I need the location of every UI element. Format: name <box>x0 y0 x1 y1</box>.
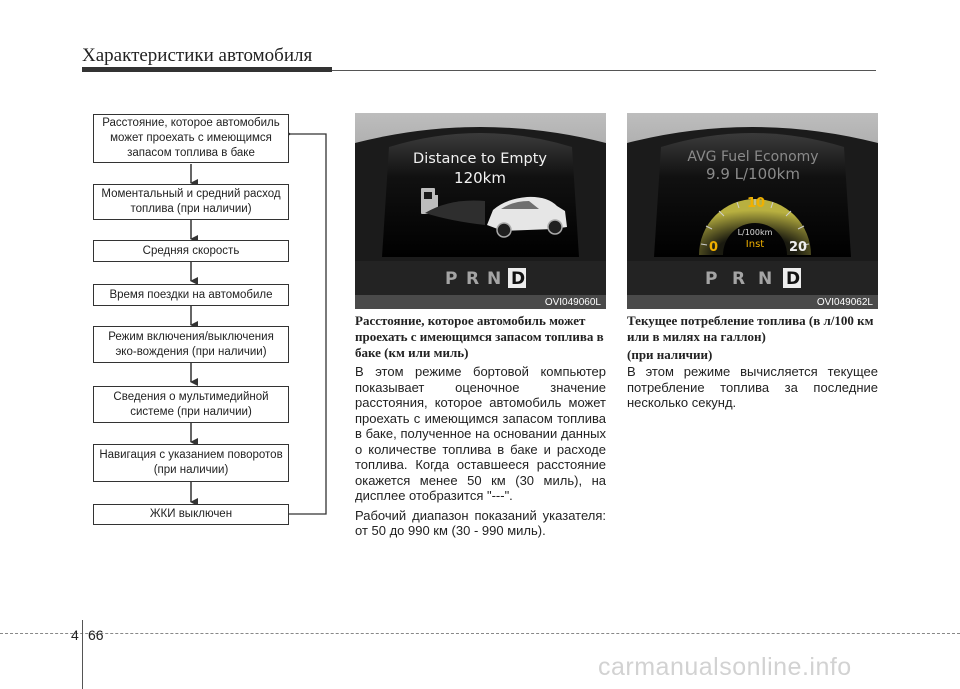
gear-d-selected: D <box>511 269 526 289</box>
section-fuel-consumption-body <box>627 364 878 415</box>
distance-to-empty-title: Distance to Empty <box>413 151 547 167</box>
gear-n: N <box>758 269 773 289</box>
watermark: carmanualsonline.info <box>598 653 852 681</box>
distance-to-empty-value: 120km <box>454 169 506 187</box>
flow-box-multimedia: Сведения о мультимедийной системе (при наличии) <box>93 386 289 423</box>
distance-to-empty-display-image <box>355 113 606 309</box>
gear-p: P <box>705 269 718 289</box>
gauge-unit: L/100km <box>737 228 773 237</box>
flow-box-fuel-consumption: Моментальный и средний расход топлива (при наличии) <box>93 184 289 220</box>
gear-r: R <box>466 269 480 289</box>
image-code-2: OVI049062L <box>816 297 873 308</box>
gear-r: R <box>732 269 746 289</box>
section-distance-to-empty-paragraph-2: Рабочий диапазон показаний указателя: от 50 до 990 км (30 - 990 миль). <box>355 507 606 538</box>
section-fuel-consumption-title: Текущее потребление топлива (в л/100 км или в милях на галлон) <box>627 313 874 344</box>
flow-box-driving-time: Время поездки на автомобиле <box>93 284 289 306</box>
gauge-mode: Inst <box>745 239 765 250</box>
flow-box-lcd-off: ЖКИ выключен <box>93 504 289 525</box>
gauge-value-0: 0 <box>709 240 719 255</box>
section-distance-to-empty-paragraph-1: В этом режиме бортовой компьютер показывает оценочное значение расстояния, которое автомобиль может проехать с имеющимся запасом топлива в баке, полученное на основании данных о количестве топлива в баке и расходе топлива. Когда оставшееся расстояние окажется менее 50 км (30 миль), на дисплее отобразится "---". <box>355 364 606 503</box>
footer-divider <box>82 620 83 689</box>
flow-box-distance-to-empty: Расстояние, которое автомобиль может проехать с имеющимся запасом топлива в баке <box>93 114 289 163</box>
section-fuel-consumption-paragraph-1: В этом режиме вычисляется текущее потребление топлива за последние несколько секунд. <box>627 364 878 410</box>
section-fuel-consumption-availability: (при наличии) <box>627 347 713 362</box>
fuel-economy-value: 9.9 L/100km <box>706 165 800 183</box>
chapter-number: 4 <box>71 627 79 643</box>
gauge-value-10: 10 <box>747 196 766 211</box>
flow-box-eco-driving: Режим включения/выключения эко-вождения (при наличии) <box>93 326 289 363</box>
page-header-title: Характеристики автомобиля <box>82 45 313 66</box>
fuel-economy-title: AVG Fuel Economy <box>687 149 819 165</box>
gear-n: N <box>487 269 502 289</box>
gauge-value-20: 20 <box>789 240 808 255</box>
header-rule <box>82 67 332 72</box>
header-rule-thin <box>332 70 876 71</box>
section-distance-to-empty-title: Расстояние, которое автомобиль может проехать с имеющимся запасом топлива в баке (км или миль) <box>355 313 604 360</box>
page-number: 66 <box>88 627 104 643</box>
gear-d-selected: D <box>786 269 801 289</box>
flow-box-average-speed: Средняя скорость <box>93 240 289 262</box>
flow-box-navigation: Навигация с указанием поворотов (при наличии) <box>93 444 289 482</box>
flow-loop-back-arrow <box>289 134 326 514</box>
gear-p: P <box>445 269 458 289</box>
fuel-economy-display-image <box>627 113 878 309</box>
image-code-1: OVI049060L <box>544 297 601 308</box>
footer-rule <box>0 633 960 634</box>
section-distance-to-empty-body <box>355 364 606 543</box>
